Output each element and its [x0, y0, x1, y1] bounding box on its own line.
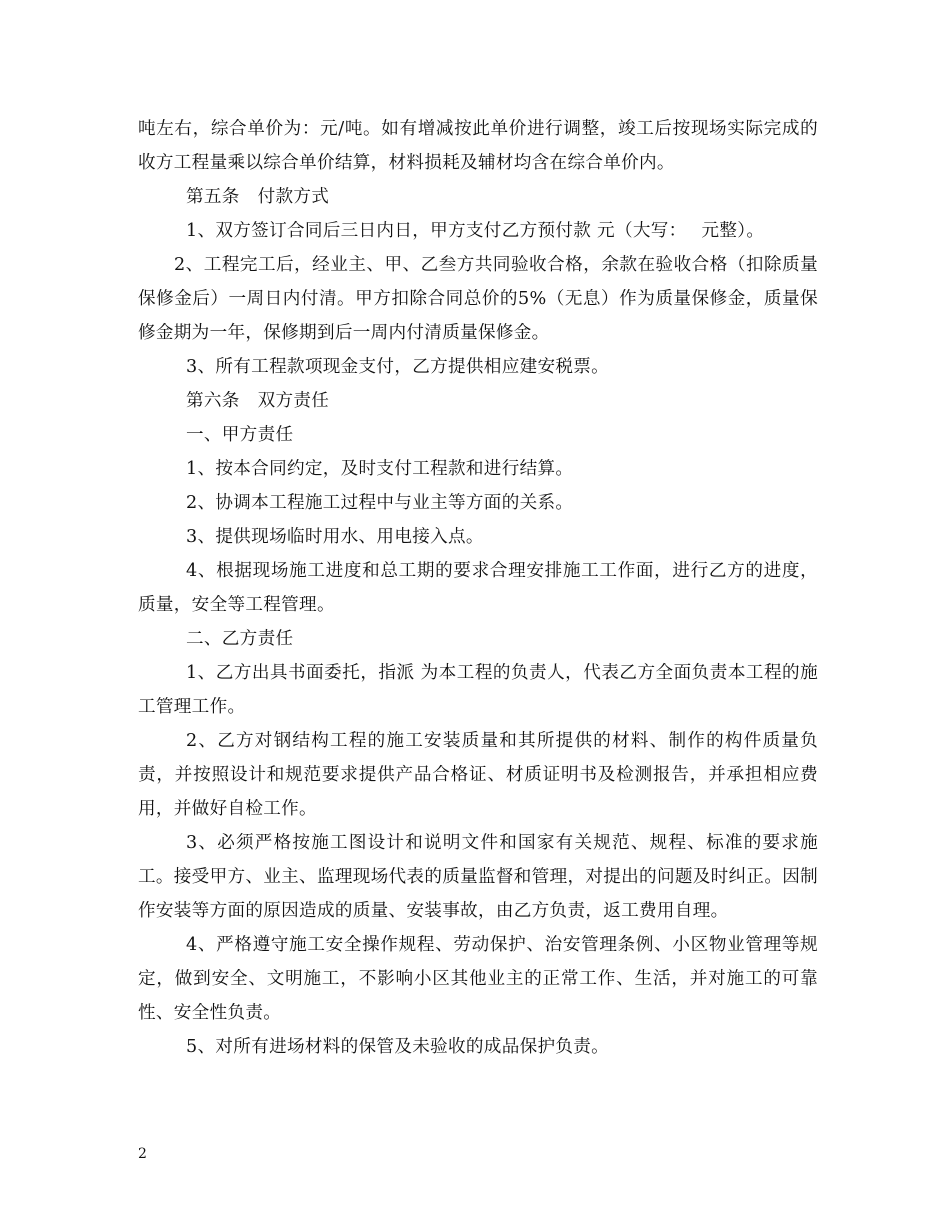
heading-party-b-responsibilities: 二、乙方责任 — [186, 629, 294, 649]
paragraph-unit-price: 吨左右，综合单价为：元/吨。如有增减按此单价进行调整，竣工后按现场实际完成的收方工程量乘以综合单价结算，材料损耗及辅材均含在综合单价内。 — [138, 119, 818, 173]
heading-article-5-payment: 第五条 付款方式 — [186, 187, 330, 207]
heading-party-a-responsibilities: 一、甲方责任 — [186, 425, 294, 445]
heading-article-6-responsibilities: 第六条 双方责任 — [186, 391, 330, 411]
paragraph-party-a-3: 3、提供现场临时用水、用电接入点。 — [186, 527, 484, 547]
paragraph-payment-2: 2、工程完工后，经业主、甲、乙叁方共同验收合格，余款在验收合格（扣除质量保修金后）一周日内付清。甲方扣除合同总价的5%（无息）作为质量保修金，质量保修金期为一年，保修期到后一周内付清质量保修金。 — [138, 255, 818, 343]
paragraph-party-b-1: 1、乙方出具书面委托，指派 为本工程的负责人，代表乙方全面负责本工程的施工管理工作。 — [138, 663, 818, 717]
page-number: 2 — [138, 1146, 147, 1162]
paragraph-party-b-3: 3、必须严格按施工图设计和说明文件和国家有关规范、规程、标准的要求施工。接受甲方、业主、监理现场代表的质量监督和管理，对提出的问题及时纠正。因制作安装等方面的原因造成的质量、安装事故，由乙方负责，返工费用自理。 — [138, 833, 818, 921]
paragraph-party-a-4: 4、根据现场施工进度和总工期的要求合理安排施工工作面，进行乙方的进度，质量，安全等工程管理。 — [138, 561, 818, 615]
paragraph-party-b-4: 4、严格遵守施工安全操作规程、劳动保护、治安管理条例、小区物业管理等规定，做到安全、文明施工，不影响小区其他业主的正常工作、生活，并对施工的可靠性、安全性负责。 — [138, 935, 818, 1023]
paragraph-party-a-1: 1、按本合同约定，及时支付工程款和进行结算。 — [186, 459, 574, 479]
paragraph-payment-3: 3、所有工程款项现金支付，乙方提供相应建安税票。 — [186, 357, 610, 377]
paragraph-party-b-5: 5、对所有进场材料的保管及未验收的成品保护负责。 — [186, 1037, 610, 1057]
document-body — [138, 112, 818, 1064]
paragraph-party-a-2: 2、协调本工程施工过程中与业主等方面的关系。 — [186, 493, 574, 513]
paragraph-party-b-2: 2、乙方对钢结构工程的施工安装质量和其所提供的材料、制作的构件质量负责，并按照设计和规范要求提供产品合格证、材质证明书及检测报告，并承担相应费用，并做好自检工作。 — [138, 731, 818, 819]
paragraph-payment-1: 1、双方签订合同后三日内日，甲方支付乙方预付款 元（大写： 元整）。 — [186, 221, 765, 241]
